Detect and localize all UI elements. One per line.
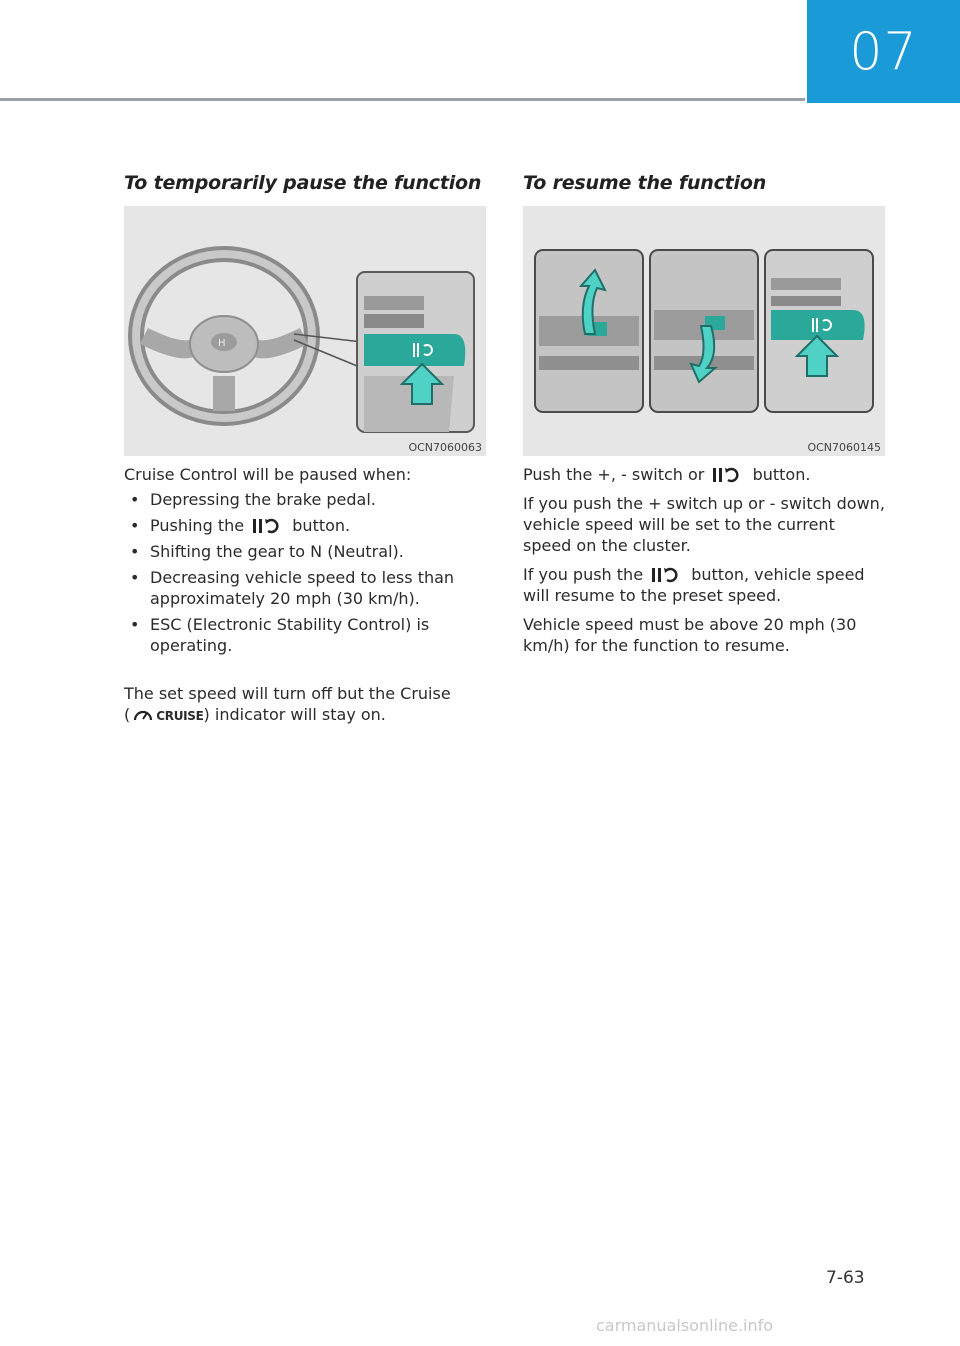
section-pause [124,172,486,727]
list-item [124,515,486,536]
list-item-text: Pushing the [150,516,245,535]
resume-p3 [523,564,885,606]
figure-resume-switches [523,206,885,456]
list-item [124,567,486,609]
note-open-paren: ( [124,705,131,724]
resume-p2: If you push the + switch up or - switch down, vehicle speed will be set to the current speed on the cluster. [523,494,885,555]
chapter-tab [807,0,960,103]
pause-conditions-list [124,489,486,656]
resume-p3-text: If you push the [523,565,644,584]
section-heading-resume: To resume the function [523,172,767,194]
chapter-number: 07 [849,21,918,82]
figure-code: OCN7060145 [807,441,881,454]
section-heading-pause: To temporarily pause the function [124,172,482,194]
resume-p1 [523,464,885,485]
resume-p3-text-after: button, vehicle speed will resume to the preset speed. [523,565,865,605]
note-text-after: ) indicator will stay on. [203,705,386,724]
section-resume [523,172,885,656]
list-item [124,489,486,510]
list-item-text-after: button. [292,516,351,535]
pause-resume-icon [251,518,285,534]
figure-steering-wheel [124,206,486,456]
resume-p1-text-after: button. [752,465,811,484]
list-item-text: Shifting the gear to N (Neutral). [150,542,404,561]
pause-resume-icon [711,467,745,483]
figure-code: OCN7060063 [408,441,482,454]
svg-text:H: H [218,338,226,349]
pause-intro: Cruise Control will be paused when: [124,465,412,484]
cruise-speedometer-icon [132,707,154,723]
watermark: carmanualsonline.info [596,1316,774,1335]
list-item [124,541,486,562]
note-text: The set speed will turn off but the Cruise [124,684,451,703]
resume-p1-text: Push the +, - switch or [523,465,705,484]
list-item-text: Decreasing vehicle speed to less than approximately 20 mph (30 km/h). [150,568,455,608]
header-rule [0,98,805,101]
resume-switch-illustration [523,206,885,456]
pause-resume-icon [650,567,684,583]
resume-p4: Vehicle speed must be above 20 mph (30 km/h) for the function to resume. [523,615,857,655]
cruise-indicator-label: CRUISE [156,709,204,723]
list-item-text: Depressing the brake pedal. [150,490,376,509]
list-item [124,614,486,656]
list-item-text: ESC (Electronic Stability Control) is operating. [150,615,430,655]
steering-wheel-illustration [124,206,486,456]
cruise-indicator-note [124,683,486,727]
page-number: 7-63 [826,1268,865,1288]
